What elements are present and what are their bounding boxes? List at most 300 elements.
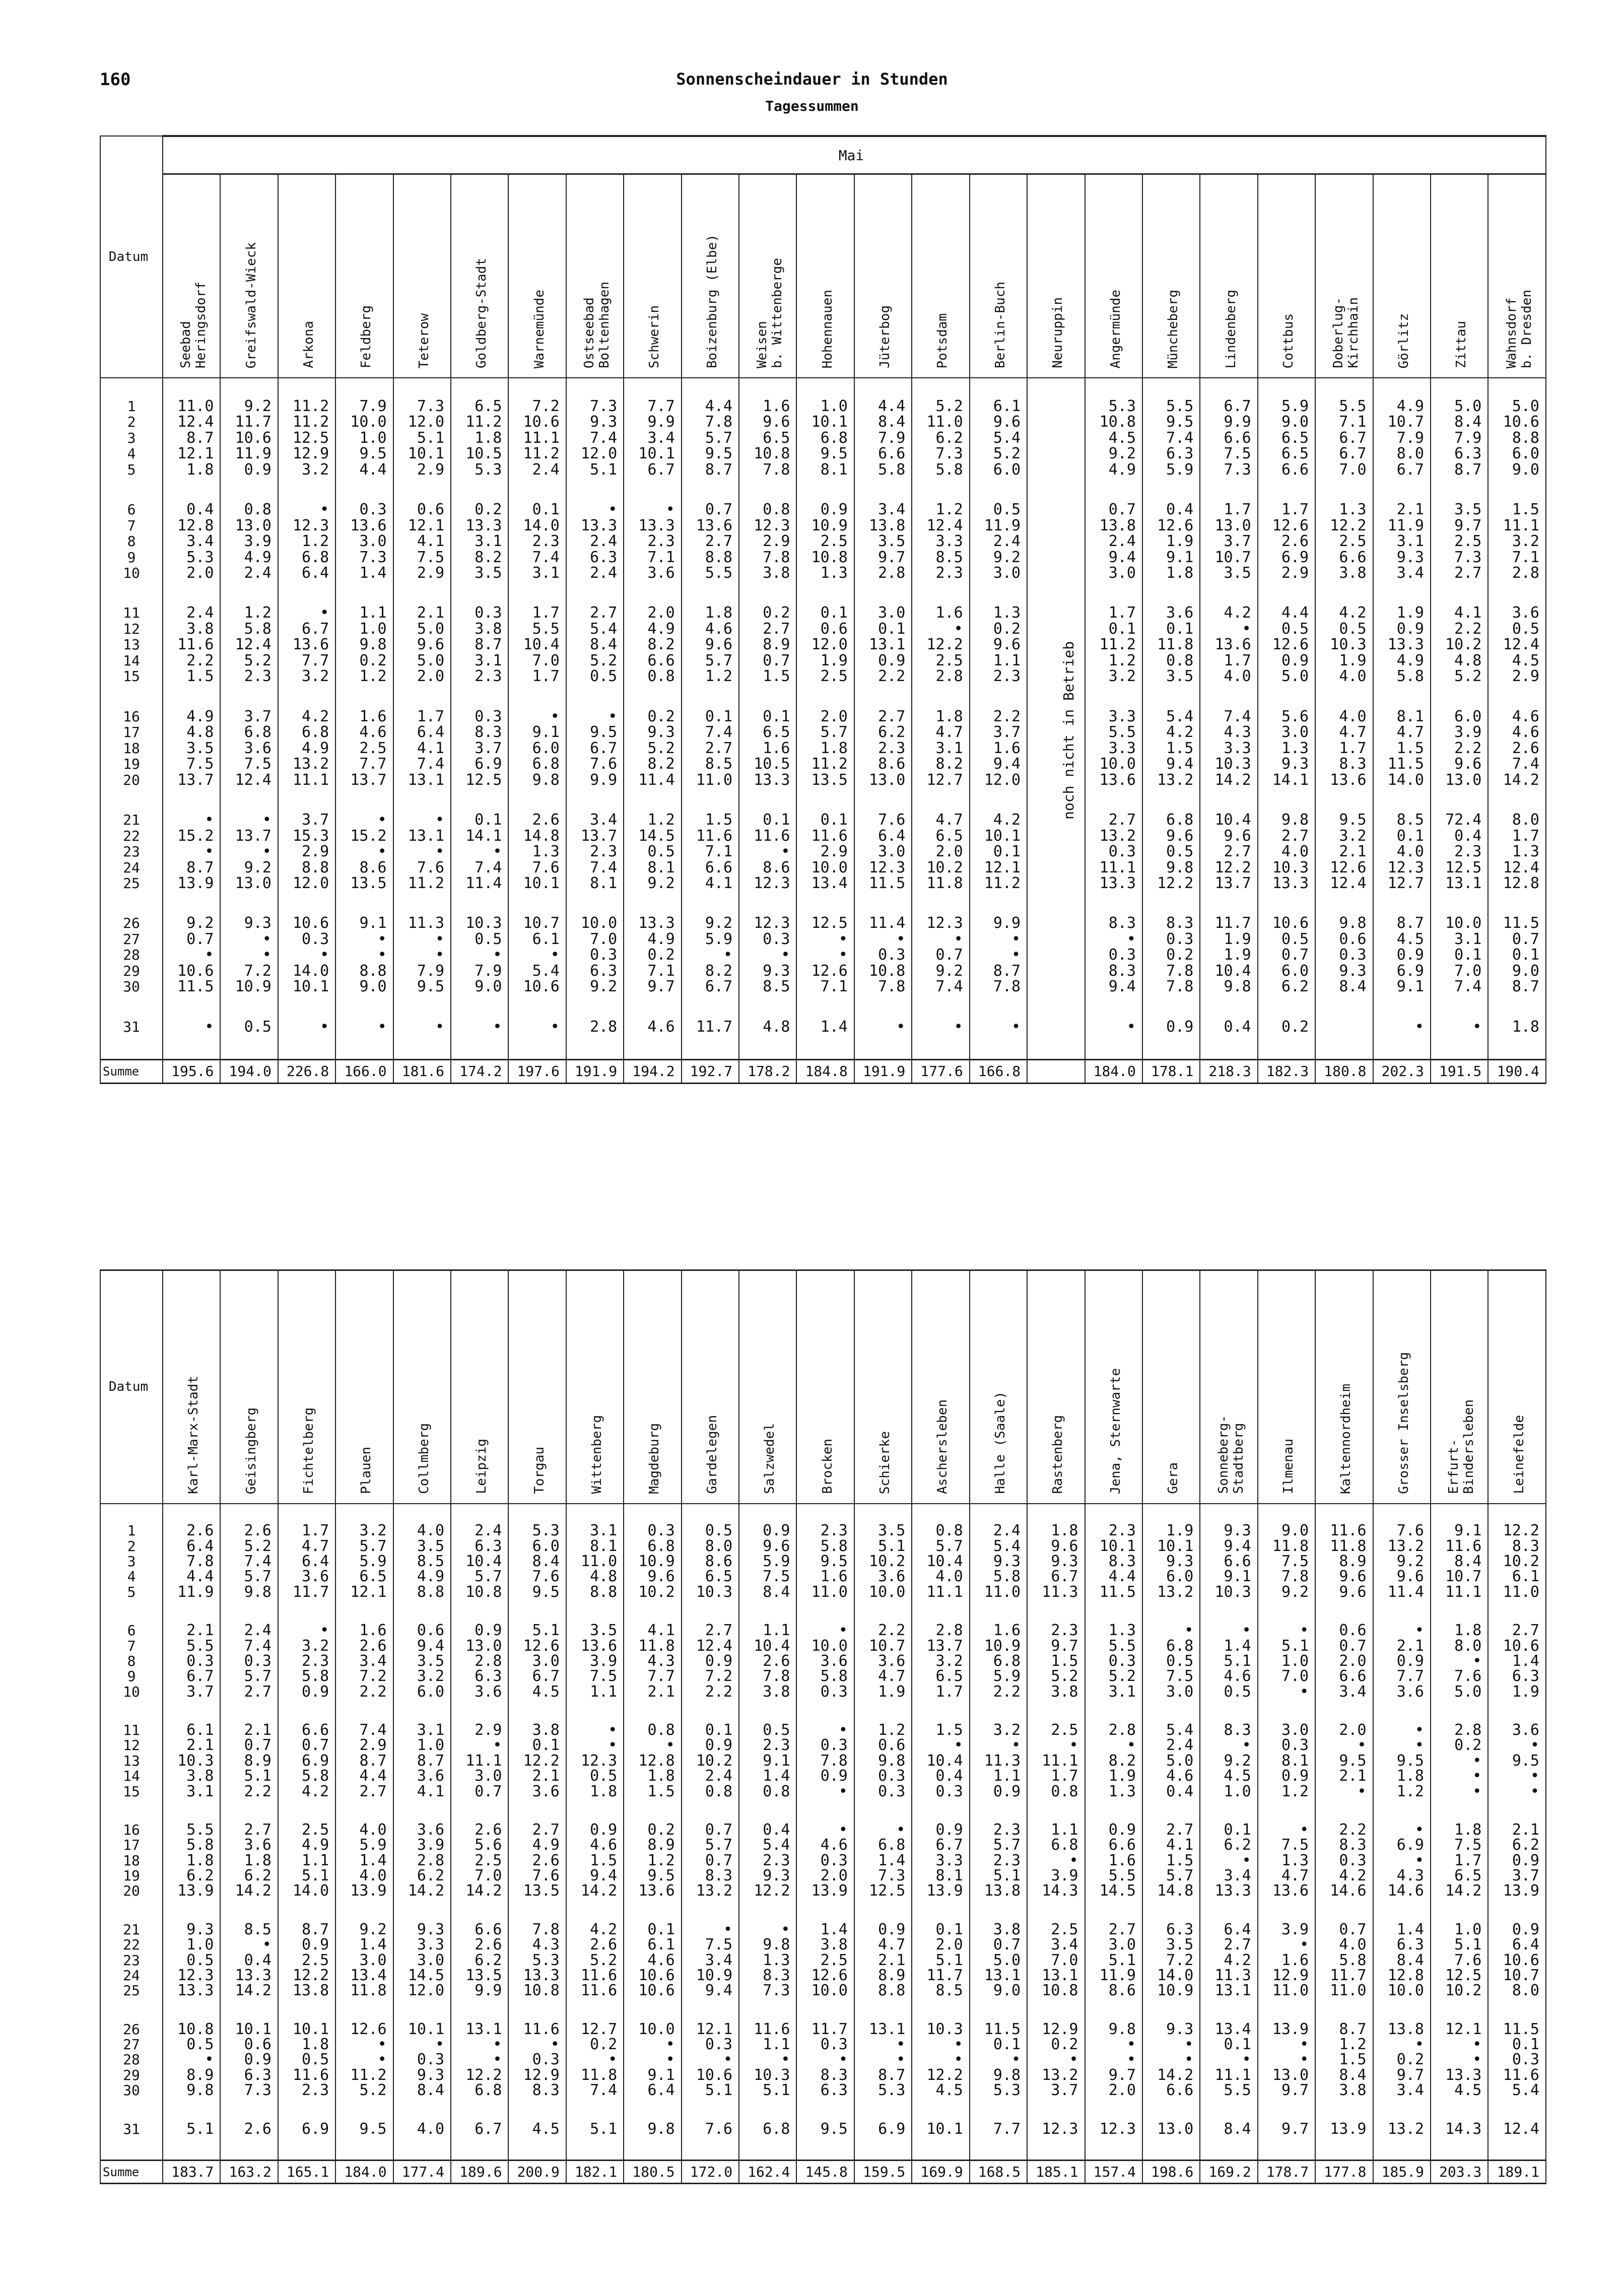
- day-cell: 16: [100, 1822, 163, 1837]
- spacer-cell: [624, 1998, 681, 2022]
- spacer-cell: [1085, 378, 1142, 398]
- value-cell: 72.4: [1431, 812, 1488, 828]
- spacer-cell: [1142, 478, 1200, 502]
- value-cell: 3.3: [1200, 740, 1257, 756]
- station-name: Brocken: [820, 1439, 835, 1494]
- value-cell: 2.3: [796, 1523, 854, 1538]
- station-name: Neuruppin: [1050, 297, 1066, 369]
- value-cell: 2.8: [1431, 1722, 1488, 1737]
- value-cell: 0.8: [1027, 1784, 1085, 1799]
- value-cell: 1.2: [1373, 1784, 1431, 1799]
- spacer-cell: [1258, 1799, 1315, 1822]
- value-cell: 0.4: [163, 502, 220, 518]
- value-cell: 5.2: [1085, 1669, 1142, 1684]
- table-row: [100, 772, 1546, 788]
- value-cell: 2.1: [1488, 1822, 1546, 1837]
- value-cell: •: [163, 844, 220, 860]
- value-cell: 6.7: [1315, 446, 1373, 462]
- value-cell: •: [796, 1722, 854, 1737]
- station-header: [393, 1270, 451, 1504]
- value-cell: 2.3: [970, 668, 1027, 685]
- value-cell: 10.6: [1488, 1638, 1546, 1653]
- value-cell: 12.9: [1027, 2022, 1085, 2037]
- sum-cell: 202.3: [1373, 1059, 1431, 1083]
- value-cell: 1.7: [508, 605, 566, 621]
- value-cell: 6.1: [508, 931, 566, 948]
- spacer-cell: [682, 1998, 739, 2022]
- value-cell: 9.5: [393, 979, 451, 995]
- value-cell: 11.5: [1373, 756, 1431, 772]
- value-cell: 0.5: [1315, 621, 1373, 637]
- value-cell: 1.7: [1315, 740, 1373, 756]
- value-cell: 0.8: [624, 1722, 681, 1737]
- value-cell: [1027, 979, 1085, 995]
- value-cell: 9.0: [1258, 1523, 1315, 1538]
- spacer-cell: [1027, 1699, 1085, 1722]
- value-cell: 9.9: [1200, 414, 1257, 430]
- value-cell: 10.1: [970, 828, 1027, 844]
- spacer-cell: [220, 788, 278, 812]
- value-cell: 8.3: [1085, 1554, 1142, 1569]
- sum-cell: 169.9: [912, 2161, 969, 2184]
- spacer-cell: [278, 478, 335, 502]
- value-cell: 6.7: [451, 2121, 508, 2136]
- value-cell: •: [278, 1623, 335, 1638]
- value-cell: 3.9: [1258, 1922, 1315, 1937]
- value-cell: 8.5: [682, 756, 739, 772]
- value-cell: 8.5: [912, 549, 969, 565]
- value-cell: •: [1431, 2052, 1488, 2067]
- datum-header: Datum: [100, 136, 163, 378]
- station-name: Angermünde: [1108, 289, 1123, 369]
- value-cell: 0.2: [624, 1822, 681, 1837]
- value-cell: 10.0: [1431, 915, 1488, 931]
- value-cell: 9.1: [1142, 549, 1200, 565]
- sum-cell: 197.6: [508, 1059, 566, 1083]
- value-cell: 1.5: [1315, 2052, 1373, 2067]
- value-cell: 1.3: [1085, 1623, 1142, 1638]
- value-cell: 5.5: [163, 1822, 220, 1837]
- value-cell: 10.0: [796, 1983, 854, 1998]
- value-cell: 7.6: [1373, 1523, 1431, 1538]
- value-cell: 11.0: [682, 772, 739, 788]
- value-cell: 14.2: [220, 1983, 278, 1998]
- value-cell: 8.3: [1085, 963, 1142, 979]
- value-cell: 6.6: [1200, 1554, 1257, 1569]
- value-cell: 4.1: [1431, 605, 1488, 621]
- table-row: [100, 875, 1546, 892]
- table-row: [100, 1523, 1546, 1538]
- value-cell: •: [1373, 1853, 1431, 1868]
- value-cell: 4.3: [1200, 724, 1257, 740]
- value-cell: 8.4: [1431, 414, 1488, 430]
- value-cell: 8.1: [624, 859, 681, 875]
- value-cell: 9.3: [624, 724, 681, 740]
- day-cell: 8: [100, 533, 163, 550]
- value-cell: 0.7: [682, 502, 739, 518]
- value-cell: 3.4: [854, 502, 912, 518]
- value-cell: 11.9: [970, 517, 1027, 533]
- spacer-cell: [1431, 685, 1488, 709]
- value-cell: 5.5: [163, 1638, 220, 1653]
- spacer-cell: [278, 1799, 335, 1822]
- station-header: [970, 174, 1027, 378]
- value-cell: 11.7: [682, 1019, 739, 1035]
- spacer-cell: [739, 2136, 796, 2161]
- value-cell: 3.4: [566, 812, 624, 828]
- value-cell: 5.7: [682, 430, 739, 446]
- value-cell: 9.3: [393, 1922, 451, 1937]
- spacer-cell: [451, 995, 508, 1019]
- value-cell: 7.1: [624, 963, 681, 979]
- value-cell: 8.7: [278, 1922, 335, 1937]
- value-cell: 0.4: [220, 1952, 278, 1968]
- value-cell: 2.3: [1027, 1623, 1085, 1638]
- station-name: Halle (Saale): [992, 1391, 1008, 1494]
- value-cell: 7.3: [393, 398, 451, 415]
- spacer-cell: [1085, 788, 1142, 812]
- value-cell: 0.2: [1027, 2037, 1085, 2052]
- spacer-cell: [854, 2136, 912, 2161]
- spacer-cell: [624, 1899, 681, 1922]
- value-cell: 6.6: [451, 1922, 508, 1937]
- value-cell: 6.5: [1258, 430, 1315, 446]
- spacer-cell: [970, 1600, 1027, 1623]
- spacer-cell: [393, 1504, 451, 1523]
- station-name: Sonneberg- Stadtberg: [1215, 1415, 1246, 1494]
- value-cell: 0.7: [739, 653, 796, 669]
- value-cell: 4.1: [393, 740, 451, 756]
- value-cell: 2.5: [912, 653, 969, 669]
- table-row: [100, 1883, 1546, 1899]
- value-cell: 4.6: [796, 1838, 854, 1853]
- value-cell: 7.0: [451, 1868, 508, 1883]
- value-cell: 12.2: [1200, 859, 1257, 875]
- value-cell: 10.1: [278, 979, 335, 995]
- value-cell: 1.7: [278, 1523, 335, 1538]
- spacer-cell: [335, 788, 393, 812]
- value-cell: 4.1: [682, 875, 739, 892]
- table-row: [100, 533, 1546, 550]
- value-cell: 13.6: [682, 517, 739, 533]
- value-cell: 8.4: [854, 414, 912, 430]
- value-cell: 2.4: [566, 565, 624, 581]
- value-cell: 5.5: [1085, 1638, 1142, 1653]
- value-cell: 13.9: [1315, 2121, 1373, 2136]
- value-cell: 10.8: [1027, 1983, 1085, 1998]
- value-cell: 1.9: [1142, 1523, 1200, 1538]
- value-cell: 9.2: [566, 979, 624, 995]
- value-cell: 10.1: [1142, 1538, 1200, 1554]
- value-cell: 4.0: [1200, 668, 1257, 685]
- spacer-cell: [1258, 378, 1315, 398]
- spacer-cell: [163, 1600, 220, 1623]
- value-cell: 14.5: [624, 828, 681, 844]
- value-cell: [1027, 875, 1085, 892]
- page-number: 160: [100, 70, 131, 90]
- value-cell: 8.4: [1200, 2121, 1257, 2136]
- day-cell: 15: [100, 1784, 163, 1799]
- month-header: Mai: [163, 136, 1546, 174]
- value-cell: 6.3: [1488, 1669, 1546, 1684]
- value-cell: 2.3: [566, 844, 624, 860]
- spacer-cell: [1431, 581, 1488, 605]
- value-cell: 2.2: [970, 1684, 1027, 1699]
- value-cell: 13.7: [335, 772, 393, 788]
- station-name: Magdeburg: [647, 1423, 662, 1494]
- value-cell: 7.6: [1431, 1952, 1488, 1968]
- value-cell: 12.5: [1431, 1968, 1488, 1983]
- value-cell: 0.1: [1142, 621, 1200, 637]
- value-cell: 8.3: [1200, 1722, 1257, 1737]
- value-cell: 6.6: [1142, 2083, 1200, 2098]
- value-cell: 9.8: [1200, 979, 1257, 995]
- spacer-cell: [220, 1699, 278, 1722]
- value-cell: 9.3: [970, 1554, 1027, 1569]
- value-cell: 5.2: [220, 653, 278, 669]
- value-cell: 0.3: [1258, 1738, 1315, 1753]
- value-cell: •: [854, 2052, 912, 2067]
- day-cell: 7: [100, 1638, 163, 1653]
- value-cell: 2.6: [566, 1937, 624, 1952]
- value-cell: 6.7: [1027, 1569, 1085, 1584]
- value-cell: 9.1: [624, 2067, 681, 2082]
- value-cell: 6.2: [393, 1868, 451, 1883]
- station-header: [335, 1270, 393, 1504]
- value-cell: 9.8: [1085, 2022, 1142, 2037]
- table-row: [100, 565, 1546, 581]
- value-cell: 9.3: [393, 2067, 451, 2082]
- value-cell: 10.4: [1200, 963, 1257, 979]
- value-cell: 0.1: [1488, 947, 1546, 963]
- value-cell: 9.6: [624, 1569, 681, 1584]
- value-cell: •: [1488, 1769, 1546, 1784]
- value-cell: 1.2: [624, 1853, 681, 1868]
- value-cell: 8.3: [796, 2067, 854, 2082]
- spacer-cell: [566, 478, 624, 502]
- value-cell: 8.7: [163, 430, 220, 446]
- spacer-cell: [1200, 478, 1257, 502]
- spacer-cell: [508, 1699, 566, 1722]
- spacer-cell: [335, 1699, 393, 1722]
- value-cell: 14.0: [278, 1883, 335, 1899]
- value-cell: 4.0: [1315, 1937, 1373, 1952]
- value-cell: 9.3: [1258, 756, 1315, 772]
- value-cell: 11.6: [1488, 2067, 1546, 2082]
- value-cell: 2.6: [451, 1822, 508, 1837]
- value-cell: 10.0: [1085, 756, 1142, 772]
- spacer-cell: [1431, 378, 1488, 398]
- value-cell: 12.4: [1488, 859, 1546, 875]
- station-name: Gera: [1166, 1462, 1181, 1494]
- value-cell: 2.3: [854, 740, 912, 756]
- day-cell: 11: [100, 605, 163, 621]
- station-header: [566, 1270, 624, 1504]
- value-cell: 0.7: [220, 1738, 278, 1753]
- value-cell: 11.3: [393, 915, 451, 931]
- value-cell: 10.6: [278, 915, 335, 931]
- value-cell: 8.4: [1431, 1554, 1488, 1569]
- spacer-cell: [163, 378, 220, 398]
- spacer-cell: [335, 478, 393, 502]
- value-cell: 0.5: [1258, 621, 1315, 637]
- spacer-cell: [796, 378, 854, 398]
- value-cell: 5.1: [508, 1623, 566, 1638]
- value-cell: 5.4: [739, 1838, 796, 1853]
- spacer-cell: [451, 378, 508, 398]
- value-cell: •: [1085, 2037, 1142, 2052]
- value-cell: 4.2: [1142, 724, 1200, 740]
- value-cell: 4.6: [1200, 1669, 1257, 1684]
- value-cell: •: [335, 1019, 393, 1035]
- value-cell: 3.9: [393, 1838, 451, 1853]
- value-cell: 0.7: [1315, 1922, 1373, 1937]
- value-cell: 3.2: [335, 1523, 393, 1538]
- spacer-cell: [912, 995, 969, 1019]
- value-cell: 8.8: [682, 549, 739, 565]
- value-cell: •: [393, 947, 451, 963]
- spacer-cell: [566, 1899, 624, 1922]
- spacer-cell: [1488, 478, 1546, 502]
- value-cell: 3.1: [508, 565, 566, 581]
- value-cell: 2.6: [220, 1523, 278, 1538]
- spacer-cell: [1142, 1699, 1200, 1722]
- sum-cell: 191.9: [854, 1059, 912, 1083]
- sum-cell: 192.7: [682, 1059, 739, 1083]
- value-cell: 2.5: [796, 1952, 854, 1968]
- day-cell: 26: [100, 915, 163, 931]
- value-cell: 4.9: [163, 708, 220, 724]
- value-cell: 3.0: [451, 1769, 508, 1784]
- sum-cell: 185.1: [1027, 2161, 1085, 2184]
- value-cell: 7.2: [508, 398, 566, 415]
- spacer-cell: [278, 1035, 335, 1059]
- value-cell: 7.7: [970, 2121, 1027, 2136]
- value-cell: •: [163, 947, 220, 963]
- spacer-cell: [100, 1899, 163, 1922]
- value-cell: 3.1: [451, 653, 508, 669]
- spacer-cell: [796, 1504, 854, 1523]
- value-cell: 1.6: [912, 605, 969, 621]
- value-cell: 8.1: [796, 462, 854, 478]
- value-cell: 2.1: [1315, 844, 1373, 860]
- station-name: Gardelegen: [704, 1415, 720, 1494]
- value-cell: 0.3: [1315, 1853, 1373, 1868]
- value-cell: 10.6: [163, 963, 220, 979]
- spacer-cell: [912, 891, 969, 915]
- value-cell: [1027, 947, 1085, 963]
- value-cell: 5.9: [682, 931, 739, 948]
- value-cell: 6.8: [508, 756, 566, 772]
- spacer-cell: [1488, 1600, 1546, 1623]
- spacer-cell: [1373, 1799, 1431, 1822]
- value-cell: 4.9: [1085, 462, 1142, 478]
- value-cell: 9.2: [1200, 1753, 1257, 1768]
- table-row: [100, 1784, 1546, 1799]
- value-cell: 9.8: [854, 1753, 912, 1768]
- value-cell: 12.4: [1488, 637, 1546, 653]
- value-cell: 5.5: [682, 565, 739, 581]
- value-cell: 12.6: [335, 2022, 393, 2037]
- spacer-cell: [451, 478, 508, 502]
- spacer-cell: [566, 1504, 624, 1523]
- value-cell: 10.5: [451, 446, 508, 462]
- table-row: [100, 621, 1546, 637]
- value-cell: •: [682, 1922, 739, 1937]
- value-cell: 3.0: [1142, 1684, 1200, 1699]
- value-cell: •: [335, 931, 393, 948]
- spacer-cell: [970, 1799, 1027, 1822]
- value-cell: 3.0: [854, 844, 912, 860]
- value-cell: 13.1: [1431, 875, 1488, 892]
- value-cell: 12.6: [1258, 517, 1315, 533]
- value-cell: 12.5: [796, 915, 854, 931]
- value-cell: 1.9: [1085, 1769, 1142, 1784]
- value-cell: 7.4: [508, 549, 566, 565]
- sum-cell: 178.1: [1142, 1059, 1200, 1083]
- value-cell: •: [220, 1937, 278, 1952]
- value-cell: 1.0: [1431, 1922, 1488, 1937]
- sum-cell: 166.0: [335, 1059, 393, 1083]
- value-cell: •: [451, 844, 508, 860]
- value-cell: 2.5: [335, 740, 393, 756]
- value-cell: 2.5: [1315, 533, 1373, 550]
- value-cell: 3.0: [508, 1653, 566, 1668]
- value-cell: 7.8: [1258, 1569, 1315, 1584]
- day-cell: 27: [100, 931, 163, 948]
- value-cell: 8.3: [739, 1968, 796, 1983]
- value-cell: 9.4: [1200, 1538, 1257, 1554]
- value-cell: 13.8: [970, 1883, 1027, 1899]
- value-cell: 2.3: [1431, 844, 1488, 860]
- value-cell: 5.1: [1258, 1638, 1315, 1653]
- spacer-cell: [335, 2136, 393, 2161]
- value-cell: 1.3: [1315, 502, 1373, 518]
- value-cell: 3.9: [220, 533, 278, 550]
- value-cell: 3.0: [335, 533, 393, 550]
- station-header: [393, 174, 451, 378]
- value-cell: •: [220, 812, 278, 828]
- value-cell: 9.6: [1027, 1538, 1085, 1554]
- value-cell: 7.5: [1431, 1838, 1488, 1853]
- day-cell: 25: [100, 1983, 163, 1998]
- value-cell: 1.3: [1085, 1784, 1142, 1799]
- value-cell: 8.3: [1315, 756, 1373, 772]
- value-cell: 4.4: [335, 1769, 393, 1784]
- spacer-cell: [912, 788, 969, 812]
- value-cell: 2.9: [393, 565, 451, 581]
- value-cell: 13.8: [1085, 517, 1142, 533]
- table-row: [100, 2067, 1546, 2082]
- value-cell: 4.7: [1258, 1868, 1315, 1883]
- spacer-cell: [1200, 1899, 1257, 1922]
- value-cell: 6.3: [451, 1538, 508, 1554]
- value-cell: 6.7: [912, 1838, 969, 1853]
- day-cell: 30: [100, 979, 163, 995]
- value-cell: 3.9: [1431, 724, 1488, 740]
- table-row: [100, 1838, 1546, 1853]
- value-cell: 0.1: [970, 2037, 1027, 2052]
- value-cell: •: [278, 947, 335, 963]
- value-cell: 0.3: [854, 947, 912, 963]
- spacer-cell: [451, 1899, 508, 1922]
- value-cell: 6.5: [335, 1569, 393, 1584]
- spacer-cell: [1488, 1035, 1546, 1059]
- spacer-cell: [100, 581, 163, 605]
- spacer-cell: [163, 1998, 220, 2022]
- sum-label: Summe: [100, 1059, 163, 1083]
- value-cell: 10.1: [1085, 1538, 1142, 1554]
